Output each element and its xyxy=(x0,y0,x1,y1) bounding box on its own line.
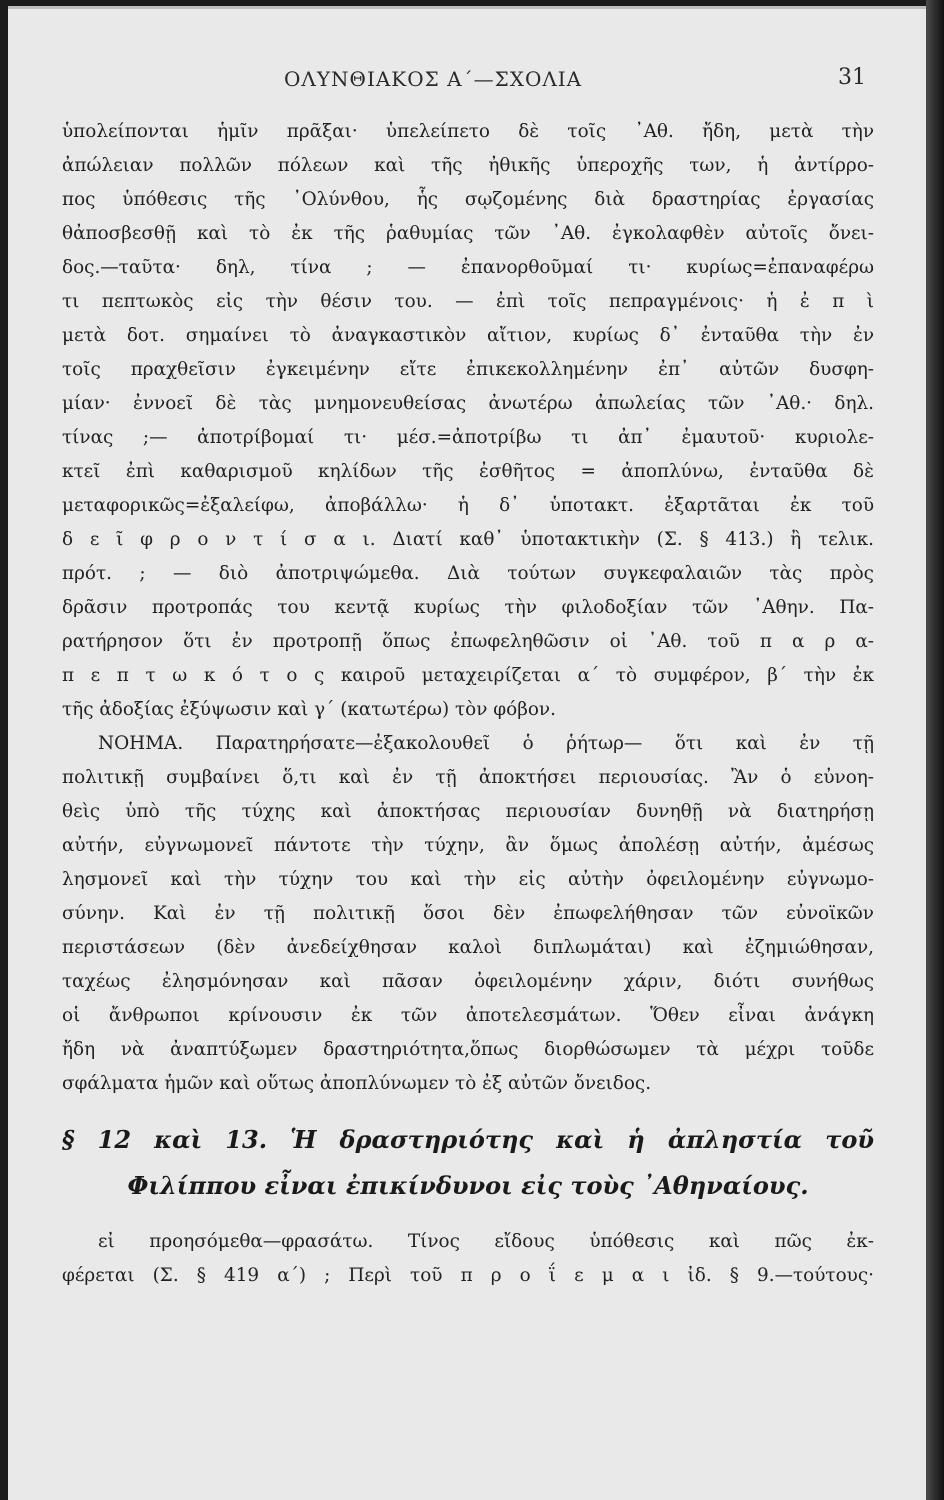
page-text xyxy=(62,115,874,1293)
section-paragraph xyxy=(62,1225,874,1293)
text-line: εἰ προησόμεθα—φρασάτω. Τίνος εἴδους ὑπόθεσις καὶ πῶς ἐκ- xyxy=(98,1231,874,1252)
text-line: λησμονεῖ καὶ τὴν τύχην του καὶ τὴν εἰς αὐτὴν ὀφειλομένην εὐγνωμο- xyxy=(62,869,874,890)
text-line: δ ε ῖ φ ρ ο ν τ ί σ α ι. Διατί καθ᾿ ὑποτακτικὴν (Σ. § 413.) ἢ τελικ. xyxy=(62,529,874,550)
section-heading-line: § 12 καὶ 13. Ἡ δραστηριότης καὶ ἡ ἀπληστία τοῦ xyxy=(62,1125,874,1154)
text-line: ρατήρησον ὅτι ἐν προτροπῇ ὅπως ἐπωφεληθῶσιν οἱ ᾿Αθ. τοῦ π α ρ α- xyxy=(62,631,874,652)
text-line: μετὰ δοτ. σημαίνει τὸ ἀναγκαστικὸν αἴτιον, κυρίως δ᾿ ἐνταῦθα τὴν ἐν xyxy=(62,325,874,346)
text-line: αὐτήν, εὐγνωμονεῖ πάντοτε τὴν τύχην, ἂν ὅμως ἀπολέσῃ αὐτήν, ἀμέσως xyxy=(62,835,874,856)
text-line: πρότ. ; — διὸ ἀποτριψώμεθα. Διὰ τούτων συγκεφαλαιῶν τὰς πρὸς xyxy=(62,563,874,584)
text-line: δρᾶσιν προτροπάς του κεντᾷ κυρίως τὴν φιλοδοξίαν τῶν ᾿Αθην. Πα- xyxy=(62,597,874,618)
text-line: ΝΟΗΜΑ. Παρατηρήσατε—ἐξακολουθεῖ ὁ ῥήτωρ— ὅτι καὶ ἐν τῇ xyxy=(98,733,874,754)
text-line: σύνην. Καὶ ἐν τῇ πολιτικῇ ὅσοι δὲν ἐπωφελήθησαν τῶν εὐνοϊκῶν xyxy=(62,903,874,924)
text-line: φέρεται (Σ. § 419 α΄) ; Περὶ τοῦ π ρ ο ΐ ε μ α ι ἰδ. § 9.—τούτους· xyxy=(62,1265,874,1286)
text-line: μεταφορικῶς=ἐξαλείφω, ἀποβάλλω· ἡ δ᾿ ὑποτακτ. ἐξαρτᾶται ἐκ τοῦ xyxy=(62,495,874,516)
book-page xyxy=(8,6,926,1500)
running-head: ΟΛΥΝΘΙΑΚΟΣ Α΄—ΣΧΟΛΙΑ xyxy=(284,67,583,91)
text-line: ὑπολείπονται ἡμῖν πρᾶξαι· ὑπελείπετο δὲ τοῖς ᾿Αθ. ἤδη, μετὰ τὴν xyxy=(62,121,874,142)
text-line: τῆς ἀδοξίας ἐξύψωσιν καὶ γ΄ (κατωτέρω) τὸν φόβον. xyxy=(62,699,556,720)
text-line: π ε π τ ω κ ό τ ο ς καιροῦ μεταχειρίζεται α΄ τὸ συμφέρον, β΄ τὴν ἐκ xyxy=(62,665,874,686)
text-line: πος ὑπόθεσις τῆς ᾿Ολύνθου, ἧς σῳζομένης διὰ δραστηρίας ἐργασίας xyxy=(62,189,874,210)
text-line: οἱ ἄνθρωποι κρίνουσιν ἐκ τῶν ἀποτελεσμάτων. Ὅθεν εἶναι ἀνάγκη xyxy=(62,1005,874,1026)
commentary-paragraph xyxy=(62,115,874,727)
text-line: ἀπώλειαν πολλῶν πόλεων καὶ τῆς ἠθικῆς ὑπεροχῆς των, ἡ ἀντίρρο- xyxy=(62,155,874,176)
page-number: 31 xyxy=(838,65,866,90)
text-line: ταχέως ἐλησμόνησαν καὶ πᾶσαν ὀφειλομένην χάριν, διότι συνήθως xyxy=(62,971,874,992)
section-heading xyxy=(62,1117,874,1209)
text-line: θἀποσβεσθῇ καὶ τὸ ἐκ τῆς ῥαθυμίας τῶν ᾿Αθ. ἐγκολαφθὲν αὐτοῖς ὄνει- xyxy=(62,223,874,244)
text-line: τι πεπτωκὸς εἰς τὴν θέσιν του. — ἐπὶ τοῖς πεπραγμένοις· ἡ ἐ π ὶ xyxy=(62,291,874,312)
text-line: δος.—ταῦτα· δηλ, τίνα ; — ἐπανορθοῦμαί τι· κυρίως=ἐπαναφέρω xyxy=(62,257,874,278)
text-line: θεὶς ὑπὸ τῆς τύχης καὶ ἀποκτήσας περιουσίαν δυνηθῇ νὰ διατηρήσῃ xyxy=(62,801,874,822)
text-line: ἤδη νὰ ἀναπτύξωμεν δραστηριότητα,ὅπως διορθώσωμεν τὰ μέχρι τοῦδε xyxy=(62,1039,874,1060)
page-edge-shadow xyxy=(926,0,944,1500)
section-heading-line: Φιλίππου εἶναι ἐπικίνδυνοι εἰς τοὺς ᾿Αθηναίους. xyxy=(127,1171,809,1200)
page-header xyxy=(8,59,926,99)
text-line: πολιτικῇ συμβαίνει ὅ,τι καὶ ἐν τῇ ἀποκτήσει περιουσίας. Ἂν ὁ εὐνοη- xyxy=(62,767,874,788)
text-line: τοῖς πραχθεῖσιν ἐγκειμένην εἴτε ἐπικεκολλημένην ἐπ᾿ αὐτῶν δυσφη- xyxy=(62,359,874,380)
text-line: σφάλματα ἡμῶν καὶ οὕτως ἀποπλύνωμεν τὸ ἐξ αὐτῶν ὄνειδος. xyxy=(62,1073,652,1094)
text-line: κτεῖ ἐπὶ καθαρισμοῦ κηλίδων τῆς ἐσθῆτος = ἀποπλύνω, ἐνταῦθα δὲ xyxy=(62,461,874,482)
text-line: μίαν· ἐννοεῖ δὲ τὰς μνημονευθείσας ἀνωτέρω ἀπωλείας τῶν ᾿Αθ.· δηλ. xyxy=(62,393,874,414)
noima-paragraph xyxy=(62,727,874,1101)
text-line: τίνας ;— ἀποτρίβομαί τι· μέσ.=ἀποτρίβω τι ἀπ᾿ ἐμαυτοῦ· κυριολε- xyxy=(62,427,874,448)
text-line: περιστάσεων (δὲν ἀνεδείχθησαν καλοὶ διπλωμάται) καὶ ἐζημιώθησαν, xyxy=(62,937,874,958)
